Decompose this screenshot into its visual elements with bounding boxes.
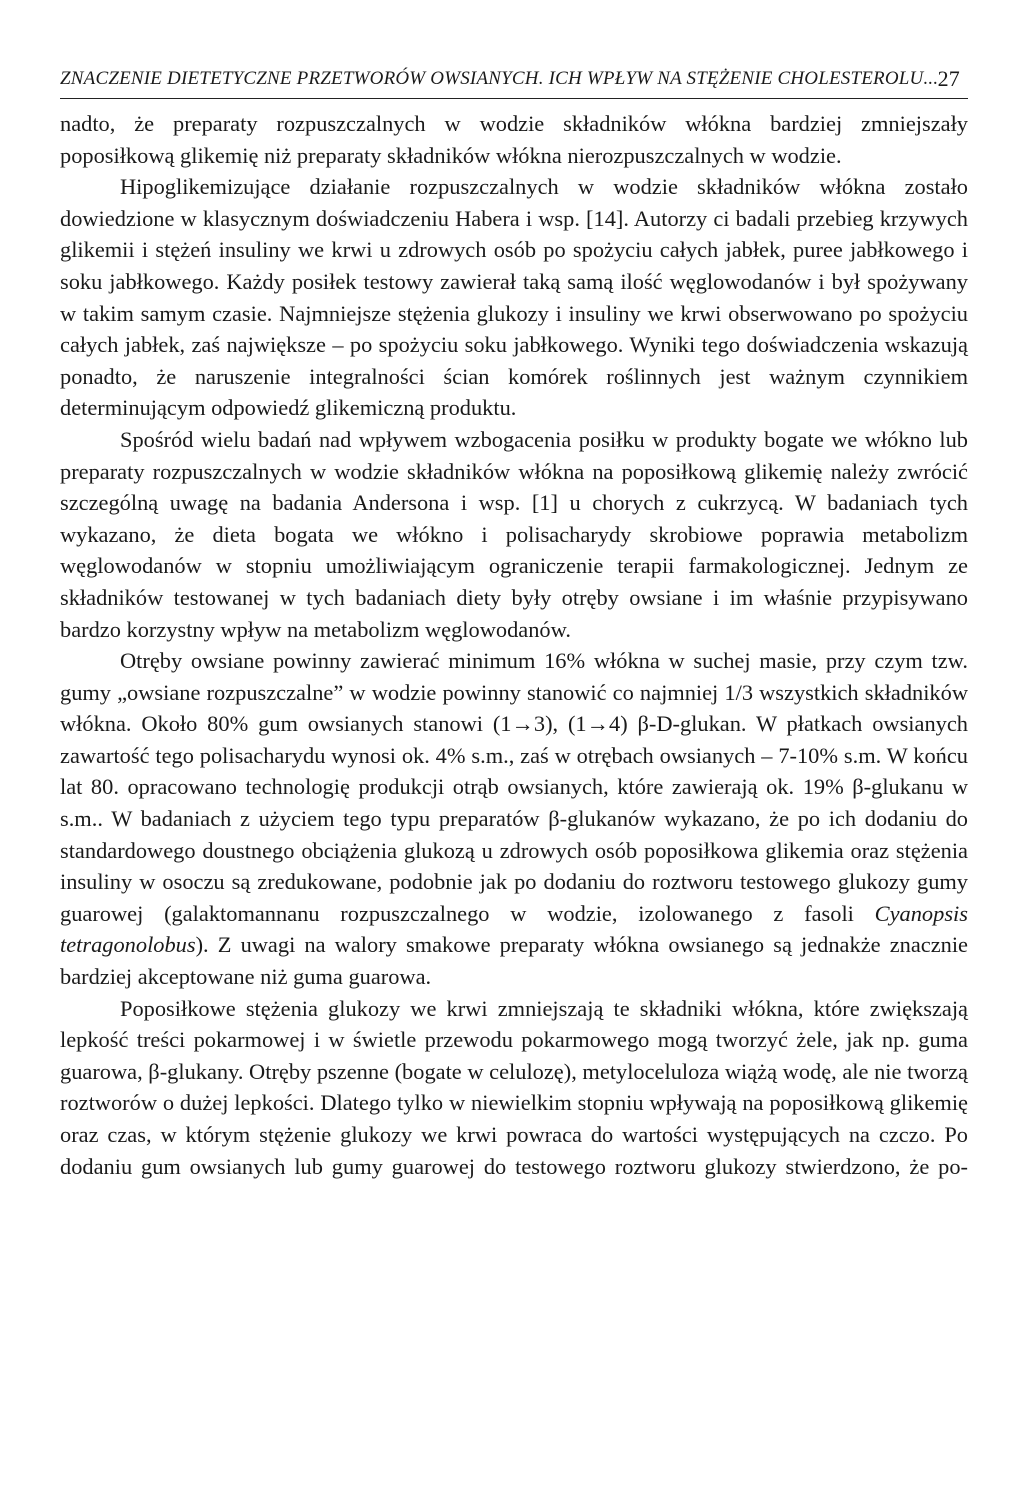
running-header	[60, 68, 968, 99]
page-number: 27	[937, 66, 960, 91]
paragraph-viscosity: Poposiłkowe stężenia glukozy we krwi zmniejszają te składniki włókna, które zwiększają lepkość treści pokarmowej i w świetle przewodu pokarmowego mogą tworzyć żele, jak np. guma guarowa, β-glukany. Otręby pszenne (bogate w celulozę), metyloceluloza wiążą wodę, ale nie tworzą roztworów o dużej lepkości. Dlatego tylko w niewielkim stopniu wpływają na poposiłkową glikemię oraz czas, w którym stężenie glukozy we krwi powraca do wartości występujących na czczo. Po dodaniu gum owsianych lub gumy guarowej do testowego roztworu glukozy stwierdzono, że po-	[60, 995, 968, 1179]
body-text	[60, 108, 968, 1182]
oat-bran-text-end: ). Z uwagi na walory smakowe preparaty włókna owsianego są jednakże znacznie bardziej akceptowane niż guma guarowa.	[60, 932, 968, 990]
running-title: ZNACZENIE DIETETYCZNE PRZETWORÓW OWSIANYCH. ICH WPŁYW NA STĘŻENIE CHOLESTEROLU...	[60, 68, 939, 89]
paragraph-haber-study: Hipoglikemizujące działanie rozpuszczalnych w wodzie składników włókna zostało dowiedzione w klasycznym doświadczeniu Habera i wsp. [14]. Autorzy ci badali przebieg krzywych glikemii i stężeń insuliny we krwi u zdrowych osób po spożyciu całych jabłek, puree jabłkowego i soku jabłkowego. Każdy posiłek testowy zawierał taką samą ilość węglowodanów i był spożywany w takim samym czasie. Najmniejsze stężenia glukozy i insuliny we krwi obserwowano po spożyciu całych jabłek, zaś największe – po spożyciu soku jabłkowego. Wyniki tego doświadczenia wskazują ponadto, że naruszenie integralności ścian komórek roślinnych jest ważnym czynnikiem determinującym odpowiedź glikemiczną produktu.	[60, 174, 968, 421]
paragraph-continuation: nadto, że preparaty rozpuszczalnych w wodzie składników włókna bardziej zmniejszały poposiłkową glikemię niż preparaty składników włókna nierozpuszczalnych w wodzie.	[60, 111, 968, 168]
species-name: Cyanopsis tetragonolobus	[60, 900, 968, 958]
oat-bran-text: Otręby owsiane powinny zawierać minimum 16% włókna w suchej masie, przy czym tzw. gumy „owsiane rozpuszczalne” w wodzie powinny stanowić co najmniej 1/3 wszystkich składników włókna. Około 80% gum owsianych stanowi (1→3), (1→4) β-D-glukan. W płatkach owsianych zawartość tego polisacharydu wynosi ok. 4% s.m., zaś w otrębach owsianych – 7-10% s.m. W końcu lat 80. opracowano technologię produkcji otrąb owsianych, które zawierają ok. 19% β-glukanu w s.m.. W badaniach z użyciem tego typu preparatów β-glukanów wykazano, że po ich dodaniu do standardowego doustnego obciążenia glukozą u zdrowych osób poposiłkowa glikemia oraz stężenia insuliny w osoczu są zredukowane, podobnie jak po dodaniu do roztworu testowego glukozy gumy guarowej (galaktomannanu rozpuszczalnego w wodzie, izolowanego z fasoli	[60, 648, 968, 926]
paragraph-anderson-study: Spośród wielu badań nad wpływem wzbogacenia posiłku w produkty bogate we włókno lub preparaty rozpuszczalnych w wodzie składników włókna na poposiłkową glikemię należy zwrócić szczególną uwagę na badania Andersona i wsp. [1] u chorych z cukrzycą. W badaniach tych wykazano, że dieta bogata we włókno i polisacharydy skrobiowe poprawia metabolizm węglowodanów w stopniu umożliwiającym ograniczenie terapii farmakologicznej. Jednym ze składników testowanej w tych badaniach diety były otręby owsiane i im właśnie przypisywano bardzo korzystny wpływ na metabolizm węglowodanów.	[60, 426, 968, 642]
paragraph-oat-bran	[60, 645, 968, 993]
